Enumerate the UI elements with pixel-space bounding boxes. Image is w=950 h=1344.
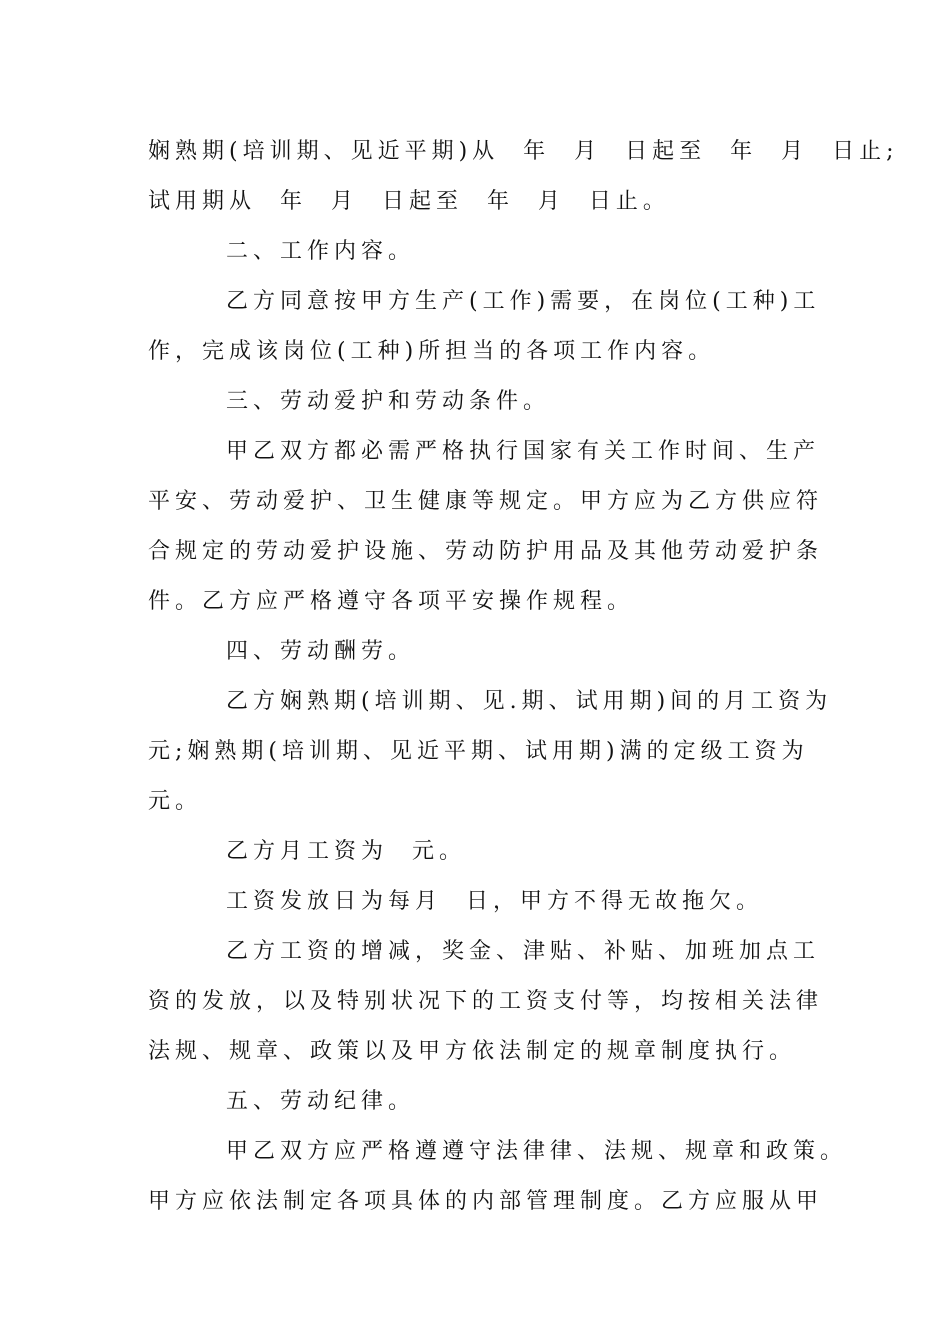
section-heading: 二、工作内容。 — [226, 239, 416, 264]
text-line: 娴熟期(培训期、见近平期)从 年 月 日起至 年 月 日止; — [148, 139, 899, 164]
section-heading: 五、劳动纪律。 — [226, 1089, 416, 1114]
paragraph-line: 乙方同意按甲方生产(工作)需要，在岗位(工种)工 — [226, 289, 821, 314]
text-line: 件。乙方应严格遵守各项平安操作规程。 — [148, 589, 635, 614]
text-line: 资的发放，以及特别状况下的工资支付等，均按相关法律 — [148, 989, 824, 1014]
section-heading: 三、劳动爱护和劳动条件。 — [226, 389, 551, 414]
text-line: 元。 — [148, 789, 203, 814]
paragraph-line: 乙方娴熟期(培训期、见.期、试用期)间的月工资为 — [226, 689, 833, 714]
paragraph-line: 工资发放日为每月 日，甲方不得无故拖欠。 — [226, 889, 763, 914]
paragraph-line: 乙方月工资为 元。 — [226, 839, 466, 864]
text-line: 作，完成该岗位(工种)所担当的各项工作内容。 — [148, 339, 716, 364]
paragraph-line: 甲乙双方都必需严格执行国家有关工作时间、生产 — [226, 439, 821, 464]
text-line: 法规、规章、政策以及甲方依法制定的规章制度执行。 — [148, 1039, 797, 1064]
text-line: 甲方应依法制定各项具体的内部管理制度。乙方应服从甲 — [148, 1189, 824, 1214]
paragraph-line: 甲乙双方应严格遵遵守法律律、法规、规章和政策。 — [226, 1139, 848, 1164]
text-line: 试用期从 年 月 日起至 年 月 日止。 — [148, 189, 670, 214]
text-line: 元;娴熟期(培训期、见近平期、试用期)满的定级工资为 — [148, 739, 809, 764]
text-line: 合规定的劳动爱护设施、劳动防护用品及其他劳动爱护条 — [148, 539, 824, 564]
paragraph-line: 乙方工资的增减，奖金、津贴、补贴、加班加点工 — [226, 939, 821, 964]
text-line: 平安、劳动爱护、卫生健康等规定。甲方应为乙方供应符 — [148, 489, 824, 514]
section-heading: 四、劳动酬劳。 — [226, 639, 416, 664]
